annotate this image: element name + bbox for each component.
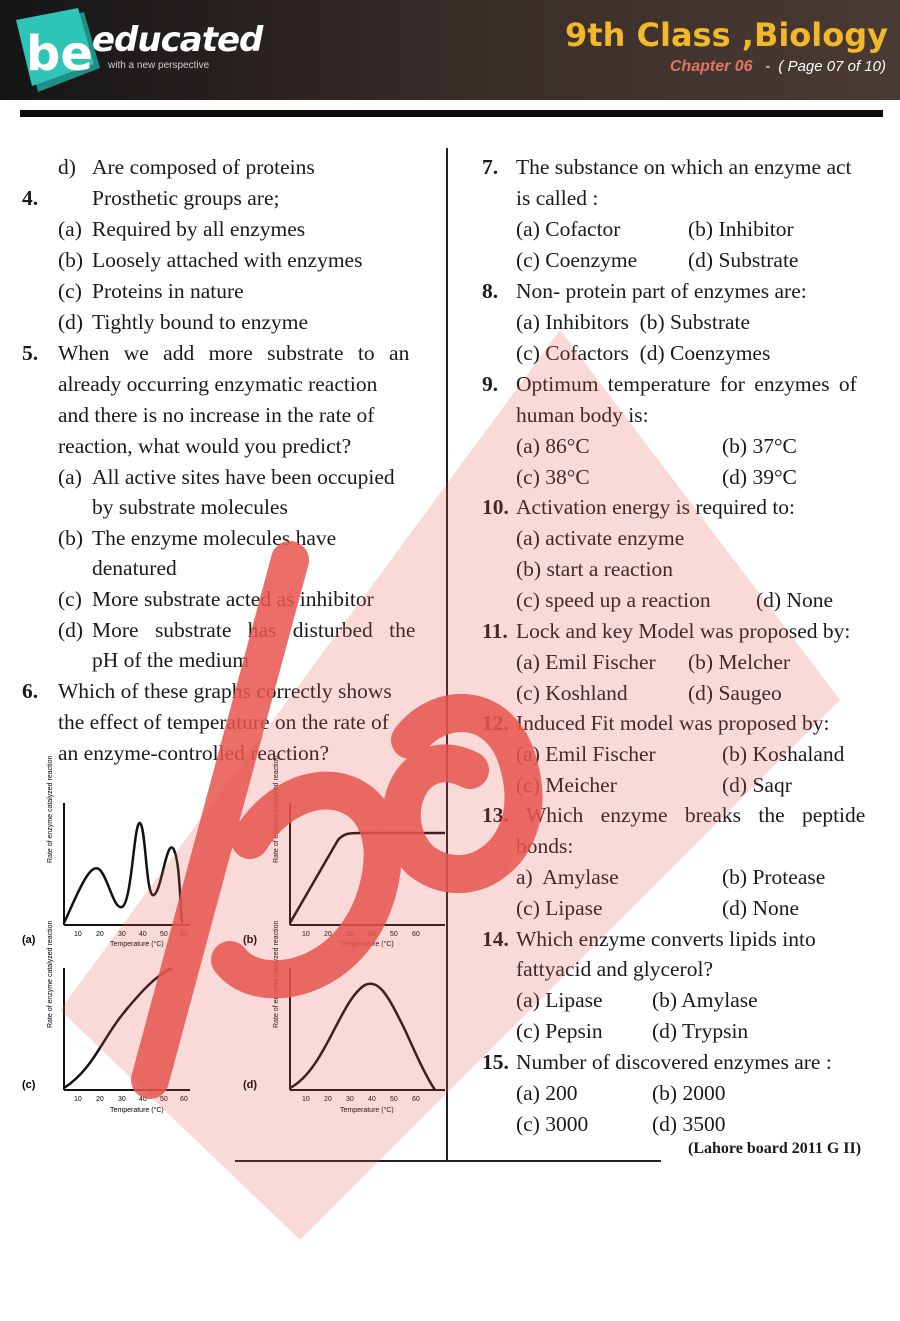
graph-a-tick-10: 10 [74,931,82,938]
q11-option-a: (a) Emil Fischer [516,650,656,674]
graph-d-x-label: Temperature (°C) [340,1107,394,1114]
graph-a-ticks [74,931,188,938]
q5-option-c-label: (c) [58,587,82,611]
q5-option-d-2: pH of the medium [92,648,250,672]
q15-number: 15. [482,1050,509,1074]
graph-d [240,920,450,1125]
graph-b-tick-60: 60 [412,931,420,938]
q5-line-1: When we add more substrate to an [58,341,410,365]
q4-option-c: Proteins in nature [92,279,244,303]
q5-option-a-1: All active sites have been occupied [92,465,395,489]
q4-option-a-label: (a) [58,217,82,241]
q3-option-d-label: d) [58,155,76,179]
graph-d-tick-40: 40 [368,1096,376,1103]
graph-c-tick-60: 60 [180,1096,188,1103]
q12-option-a: (a) Emil Fischer [516,742,656,766]
q3-option-d: Are composed of proteins [92,155,315,179]
graph-c-tick-10: 10 [74,1096,82,1103]
graph-c-label: (c) [22,1079,36,1091]
graph-a-y-label: Rate of enzyme catalyzed reaction [47,755,54,863]
q6-number: 6. [22,679,39,703]
q5-option-b-2: denatured [92,556,177,580]
q10-option-c: (c) speed up a reaction [516,588,711,612]
q14-option-d: (d) Trypsin [652,1019,749,1043]
graph-b-y-label: Rate of enzyme catalyzed reaction [273,755,280,863]
q11-text: Lock and key Model was proposed by: [516,619,851,643]
q12-text: Induced Fit model was proposed by: [516,711,830,735]
graph-a-tick-60: 60 [180,931,188,938]
q10-number: 10. [482,495,509,519]
q14-line-2: fattyacid and glycerol? [516,957,713,981]
graph-c-x-label: Temperature (°C) [110,1107,164,1114]
q8-options-row-1: (a) Inhibitors (b) Substrate [516,310,751,334]
q4-option-d: Tightly bound to enzyme [92,310,308,334]
graph-a-x-label: Temperature (°C) [110,941,164,948]
source-note: (Lahore board 2011 G II) [688,1140,862,1157]
q13-option-d: (d) None [722,896,800,920]
graph-b-ticks [302,931,420,938]
q13-number: 13. [482,803,509,827]
graph-b-tick-30: 30 [346,931,354,938]
graph-b [240,755,450,955]
q7-number: 7. [482,155,499,179]
graph-c-tick-20: 20 [96,1096,104,1103]
q15-option-d: (d) 3500 [652,1112,726,1136]
q8-number: 8. [482,279,499,303]
q14-number: 14. [482,927,509,951]
q11-number: 11. [482,619,508,643]
q13-option-c: (c) Lipase [516,896,603,920]
q4-option-d-label: (d) [58,310,84,334]
chapter-label: Chapter 06 [669,58,753,75]
be-logo-icon [12,8,104,94]
graph-a-tick-50: 50 [160,931,168,938]
q7-line-1: The substance on which an enzyme act [516,155,852,179]
graph-d-curve [290,984,435,1090]
graph-b-tick-10: 10 [302,931,310,938]
graph-d-tick-60: 60 [412,1096,420,1103]
q11-option-d: (d) Saugeo [688,681,782,705]
graph-c-tick-40: 40 [139,1096,147,1103]
page-title: 9th Class ,Biology [565,16,888,54]
logo-word: educated [92,20,263,60]
graph-d-ticks [302,1096,420,1103]
graph-b-curve [290,833,445,923]
graph-b-x-label: Temperature (°C) [340,941,394,948]
q5-line-4: reaction, what would you predict? [58,434,352,458]
q9-option-a: (a) 86°C [516,434,590,458]
q4-option-b: Loosely attached with enzymes [92,248,363,272]
q5-line-3: and there is no increase in the rate of [58,403,375,427]
q6-line-1: Which of these graphs correctly shows [58,679,392,703]
q6-line-3: an enzyme-controlled reaction? [58,741,329,765]
q14-option-b: (b) Amylase [652,988,758,1012]
q4-text: Prosthetic groups are; [92,186,280,210]
q12-number: 12. [482,711,509,735]
q14-line-1: Which enzyme converts lipids into [516,927,816,951]
graph-c-ticks [74,1096,188,1103]
q5-option-b-1: The enzyme molecules have [92,526,337,550]
q4-option-c-label: (c) [58,279,82,303]
q7-option-c: (c) Coenzyme [516,248,638,272]
q15-option-b: (b) 2000 [652,1081,726,1105]
q5-option-c-1: More substrate acted as inhibitor [92,587,374,611]
q10-option-d: (d) None [756,588,834,612]
q15-option-c: (c) 3000 [516,1112,589,1136]
graph-b-label: (b) [243,934,258,946]
header-rule [20,110,883,117]
subtitle-dash: - [765,58,771,75]
graph-c-tick-50: 50 [160,1096,168,1103]
graph-c-tick-30: 30 [118,1096,126,1103]
q13-option-a: a) Amylase [516,865,619,889]
q5-option-a-label: (a) [58,465,82,489]
q14-option-a: (a) Lipase [516,988,603,1012]
q6-line-2: the effect of temperature on the rate of [58,710,389,734]
q5-option-d-1: More substrate has disturbed the [92,618,416,642]
q13-line-1: Which enzyme breaks the peptide [526,803,866,827]
q7-line-2: is called : [516,186,599,210]
graph-a-label: (a) [22,934,36,946]
page-header [0,0,900,100]
graph-d-tick-30: 30 [346,1096,354,1103]
q9-option-c: (c) 38°C [516,465,590,489]
q11-option-c: (c) Koshland [516,681,628,705]
q7-option-d: (d) Substrate [688,248,799,272]
q14-option-c: (c) Pepsin [516,1019,603,1043]
graph-d-label: (d) [243,1079,258,1091]
q4-number: 4. [22,186,39,210]
page-subtitle [670,58,886,76]
q7-option-b: (b) Inhibitor [688,217,794,241]
q13-option-b: (b) Protease [722,865,826,889]
q5-option-a-2: by substrate molecules [92,495,288,519]
q8-options-row-2: (c) Cofactors (d) Coenzymes [516,341,771,365]
page-indicator: ( Page 07 of 10) [778,58,886,75]
graph-a-tick-30: 30 [118,931,126,938]
svg-text:be: be [26,26,93,82]
graph-a-tick-40: 40 [139,931,147,938]
q8-text: Non- protein part of enzymes are: [516,279,807,303]
q15-text: Number of discovered enzymes are : [516,1050,832,1074]
q13-line-2: bonds: [516,834,574,858]
q9-number: 9. [482,372,499,396]
graph-c-curve [64,968,172,1088]
graph-d-y-label: Rate of enzyme catalyzed reaction [273,920,280,1028]
q12-option-c: (c) Meicher [516,773,617,797]
graph-c-y-label: Rate of enzyme catalyzed reaction [47,920,54,1028]
q12-option-b: (b) Koshaland [722,742,845,766]
q10-text: Activation energy is required to: [516,495,796,519]
q9-line-2: human body is: [516,403,649,427]
graph-d-tick-20: 20 [324,1096,332,1103]
q5-option-b-label: (b) [58,526,84,550]
graph-a-curve [64,823,182,923]
q10-option-a: (a) activate enzyme [516,526,685,550]
q9-option-b: (b) 37°C [722,434,797,458]
bottom-rule [235,1160,661,1162]
q5-option-d-label: (d) [58,618,84,642]
q12-option-d: (d) Saqr [722,773,792,797]
q5-number: 5. [22,341,39,365]
q15-option-a: (a) 200 [516,1081,578,1105]
q4-option-b-label: (b) [58,248,84,272]
q11-option-b: (b) Melcher [688,650,791,674]
graph-a-tick-20: 20 [96,931,104,938]
logo [12,8,263,94]
graph-b-tick-50: 50 [390,931,398,938]
q7-option-a: (a) Cofactor [516,217,621,241]
q4-option-a: Required by all enzymes [92,217,306,241]
logo-tagline: with a new perspective [108,60,210,71]
graph-c [22,920,222,1125]
q5-line-2: already occurring enzymatic reaction [58,372,378,396]
graph-b-tick-40: 40 [368,931,376,938]
graph-d-tick-50: 50 [390,1096,398,1103]
q9-option-d: (d) 39°C [722,465,797,489]
q9-line-1: Optimum temperature for enzymes of [516,372,857,396]
graph-b-tick-20: 20 [324,931,332,938]
graph-d-tick-10: 10 [302,1096,310,1103]
q10-option-b: (b) start a reaction [516,557,673,581]
